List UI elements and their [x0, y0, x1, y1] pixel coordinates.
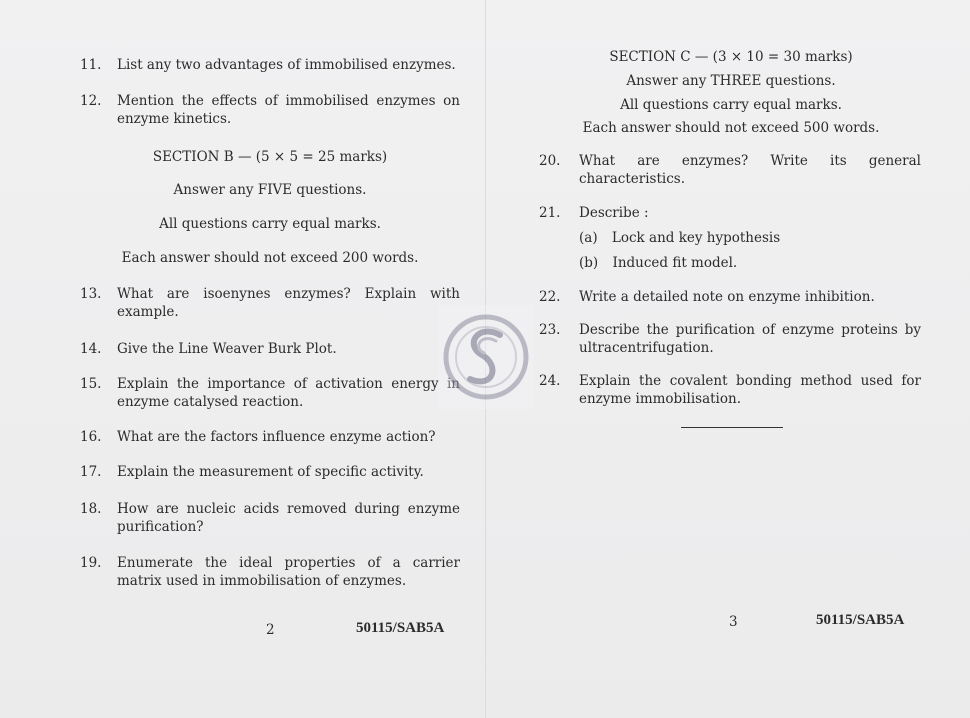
question-21-part-a — [579, 229, 780, 247]
section-c-instruction-3: Each answer should not exceed 500 words. — [582, 120, 880, 136]
question-23 — [539, 321, 921, 357]
s-logo-seal-icon — [438, 305, 534, 409]
part-text: Induced fit model. — [612, 255, 738, 271]
question-number: 17. — [80, 464, 102, 480]
question-number: 22. — [539, 289, 561, 305]
question-17 — [80, 463, 460, 481]
section-b-instruction-1: Answer any FIVE questions. — [173, 182, 367, 198]
question-12 — [80, 92, 460, 128]
question-text: Explain the importance of activation energy in enzyme catalysed reaction. — [117, 376, 460, 410]
section-c-instruction-1: Answer any THREE questions. — [626, 73, 836, 89]
question-number: 19. — [80, 555, 102, 571]
question-text: Mention the effects of immobilised enzymes on enzyme kinetics. — [117, 93, 460, 127]
question-18 — [80, 500, 460, 536]
question-text: Describe the purification of enzyme proteins by ultracentrifugation. — [579, 322, 921, 356]
question-text: How are nucleic acids removed during enzyme purification? — [117, 501, 460, 535]
question-text: Enumerate the ideal properties of a carrier matrix used in immobilisation of enzymes. — [117, 555, 460, 589]
question-13 — [80, 285, 460, 321]
right-page — [485, 0, 970, 718]
question-text: Write a detailed note on enzyme inhibition. — [579, 289, 875, 305]
question-19 — [80, 554, 460, 590]
section-b-instruction-2: All questions carry equal marks. — [159, 216, 381, 232]
question-text: Explain the measurement of specific activity. — [117, 464, 424, 480]
question-number: 13. — [80, 286, 102, 302]
question-number: 21. — [539, 205, 561, 221]
question-number: 16. — [80, 429, 102, 445]
page-number: 3 — [729, 614, 738, 630]
question-11 — [80, 56, 460, 74]
part-text: Lock and key hypothesis — [611, 230, 781, 246]
question-text: What are enzymes? Write its general characteristics. — [579, 153, 921, 187]
question-20 — [539, 152, 921, 188]
question-16 — [80, 428, 460, 446]
question-number: 20. — [539, 153, 561, 169]
question-number: 23. — [539, 322, 561, 338]
part-label: (b) — [579, 255, 599, 271]
page-number: 2 — [266, 622, 275, 638]
question-15 — [80, 375, 460, 411]
question-21-part-b — [579, 254, 737, 272]
end-rule — [681, 427, 783, 428]
question-number: 12. — [80, 93, 102, 109]
section-b-heading: SECTION B — (5 × 5 = 25 marks) — [152, 149, 388, 165]
question-14 — [80, 340, 460, 358]
question-text: What are the factors influence enzyme action? — [117, 429, 436, 445]
question-text: Describe : — [579, 205, 649, 221]
question-24 — [539, 372, 921, 408]
question-21 — [539, 204, 921, 222]
question-number: 11. — [80, 57, 102, 73]
question-number: 18. — [80, 501, 102, 517]
question-text: Give the Line Weaver Burk Plot. — [117, 341, 337, 357]
question-text: List any two advantages of immobilised enzymes. — [117, 57, 456, 73]
paper-code: 50115/SAB5A — [816, 612, 905, 628]
question-22 — [539, 288, 921, 306]
question-number: 14. — [80, 341, 102, 357]
question-text: What are isoenynes enzymes? Explain with example. — [117, 286, 460, 320]
section-c-heading: SECTION C — (3 × 10 = 30 marks) — [609, 49, 853, 65]
question-number: 15. — [80, 376, 102, 392]
question-number: 24. — [539, 373, 561, 389]
section-c-instruction-2: All questions carry equal marks. — [620, 97, 842, 113]
question-text: Explain the covalent bonding method used for enzyme immobilisation. — [579, 373, 921, 407]
paper-code: 50115/SAB5A — [356, 620, 445, 636]
section-b-instruction-3: Each answer should not exceed 200 words. — [121, 250, 419, 266]
part-label: (a) — [579, 230, 598, 246]
